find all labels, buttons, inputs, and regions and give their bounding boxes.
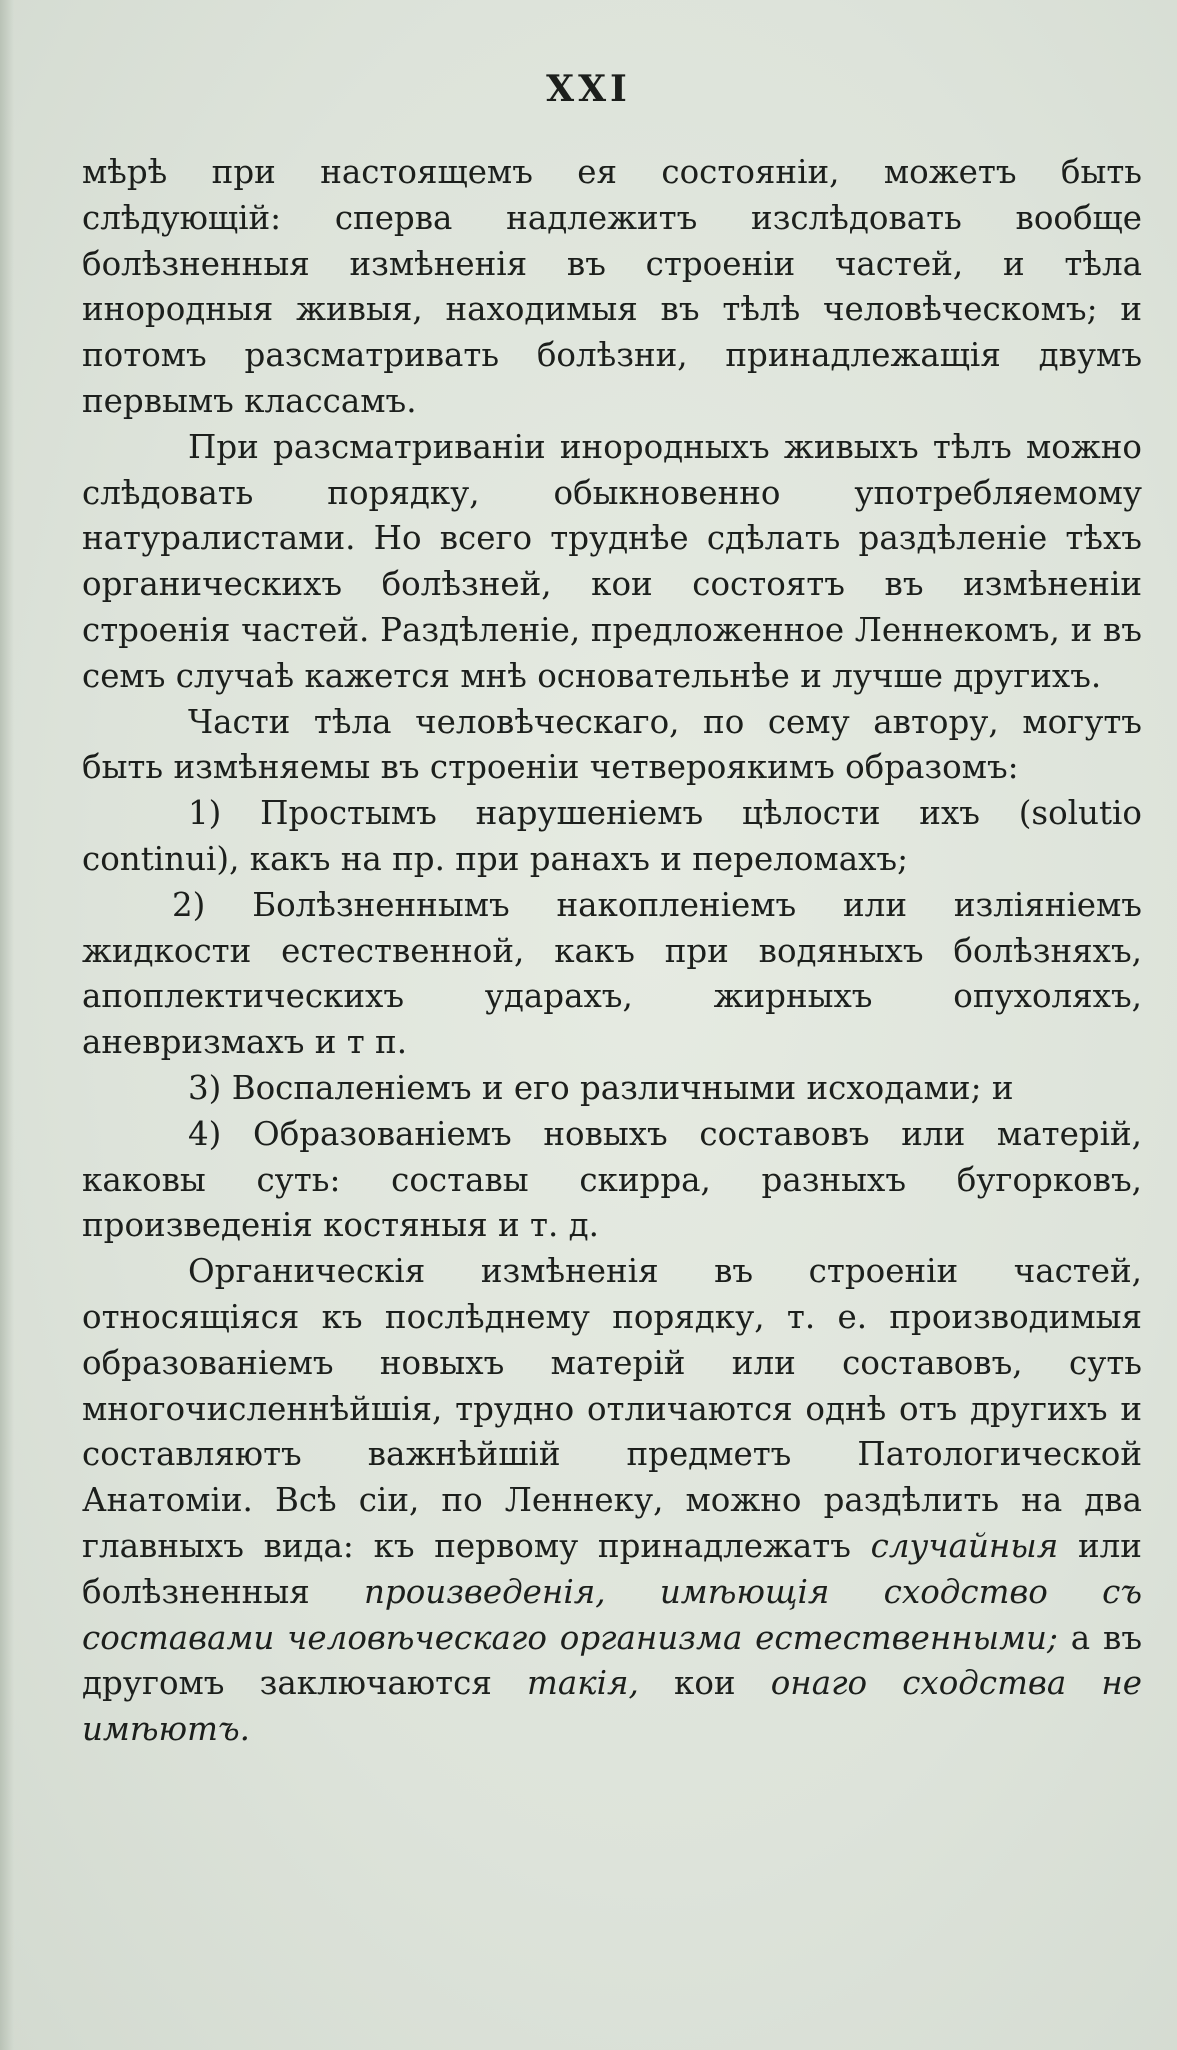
paragraph-intro-continued: мѣрѣ при настоящемъ ея состоянiи, можетъ быть слѣдующiй: сперва надлежитъ изслѣдовать вообще болѣзненныя измѣненiя въ строенiи частей, и тѣла инородныя живыя, находимыя въ тѣлѣ человѣческомъ; и потомъ разсматривать болѣзни, принадлежащiя двумъ первымъ классамъ.	[82, 153, 1142, 420]
italic-term: произведенiя, имѣющiя сходство съ составами человѣческаго организма естественными;	[82, 1572, 1142, 1657]
paragraph-text: а въ другомъ заключаются	[82, 1618, 1142, 1703]
italic-term: онаго сходства не имѣютъ.	[82, 1664, 1142, 1749]
list-item-1: 1) Простымъ нарушенiемъ цѣлости ихъ (solutio continui), какъ на пр. при ранахъ и переломахъ;	[82, 794, 1142, 878]
body-text	[82, 150, 1142, 1753]
paragraph-foreign-bodies: При разсматриванiи инородныхъ живыхъ тѣлъ можно слѣдовать порядку, обыкновенно употребляемому натуралистами. Но всего труднѣе сдѣлать раздѣленiе тѣхъ органическихъ болѣзней, кои состоятъ въ измѣненiи строенiя частей. Раздѣленiе, предложенное Леннекомъ, и въ семъ случаѣ кажется мнѣ основательнѣе и лучше другихъ.	[82, 427, 1142, 695]
italic-term: случайныя	[870, 1526, 1059, 1565]
paragraph-text: Органическiя измѣненiя въ строенiи частей, относящiяся къ послѣднему порядку, т. е. производимыя образованiемъ новыхъ матерiй или составовъ, суть многочисленнѣйшiя, трудно отличаются однѣ отъ другихъ и составляютъ важнѣйшiй предметъ Патологической Анатомiи. Всѣ сiи, по Леннеку, можно раздѣлить на два главныхъ вида: къ первому принадлежатъ	[82, 1252, 1142, 1565]
italic-term: такiя,	[527, 1664, 639, 1703]
list-item-4: 4) Образованiемъ новыхъ составовъ или матерiй, каковы суть: составы скирра, разныхъ бугорковъ, произведенiя костяныя и т. д.	[82, 1114, 1142, 1245]
paragraph-text: кои	[674, 1664, 736, 1703]
list-item-3: 3) Воспаленiемъ и его различными исходами; и	[188, 1068, 1014, 1107]
list-item-2: 2) Болѣзненнымъ накопленiемъ или излiянiемъ жидкости естественной, какъ при водяныхъ болѣзняхъ, апоплектическихъ ударахъ, жирныхъ опухоляхъ, аневризмахъ и т п.	[82, 885, 1142, 1062]
page-number: XXI	[546, 68, 631, 110]
paragraph-organic-changes	[82, 1249, 1142, 1753]
page-edge-shadow	[0, 0, 14, 2050]
paragraph-four-ways: Части тѣла человѣческаго, по сему автору, могутъ быть измѣняемы въ строенiи четвероякимъ образомъ:	[82, 702, 1142, 787]
paragraph-text: или болѣзненныя	[82, 1526, 1142, 1611]
